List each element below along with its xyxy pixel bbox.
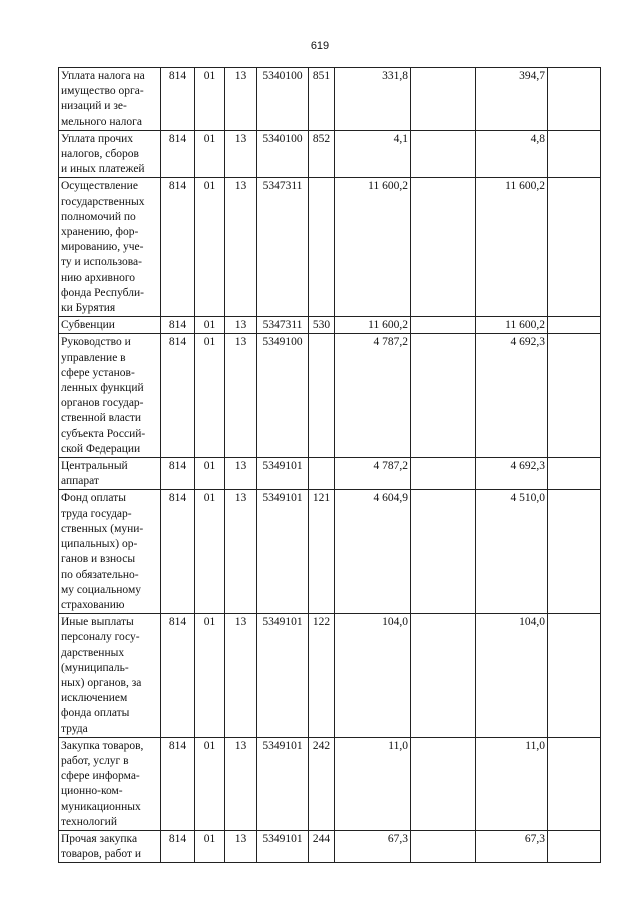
target-article-cell: 5349101 <box>257 458 309 490</box>
expense-type-cell: 121 <box>309 490 335 614</box>
amount-cell: 11 600,2 <box>476 317 548 334</box>
section-code-cell: 01 <box>195 130 225 178</box>
subsection-code-cell: 13 <box>225 458 257 490</box>
amount-cell: 67,3 <box>335 830 411 862</box>
amount-cell <box>548 737 601 830</box>
amount-cell: 4 787,2 <box>335 458 411 490</box>
row-name-line: Прочая закупка <box>61 832 138 845</box>
row-name-line: ту и использова- <box>61 256 142 269</box>
row-name-line: Уплата налога на <box>61 70 145 82</box>
admin-code-cell: 814 <box>161 614 195 738</box>
subsection-code-cell: 13 <box>225 737 257 830</box>
section-code-cell: 01 <box>195 68 225 131</box>
target-article-cell: 5347311 <box>257 178 309 317</box>
amount-cell: 4 787,2 <box>335 334 411 458</box>
row-name-line: Закупка товаров, <box>61 739 144 752</box>
row-name-line: ных) органов, за <box>61 676 142 689</box>
row-name-cell <box>59 178 161 317</box>
expense-type-cell <box>309 334 335 458</box>
admin-code-cell: 814 <box>161 68 195 131</box>
amount-cell: 4,1 <box>335 130 411 178</box>
section-code-cell: 01 <box>195 614 225 738</box>
row-name-line: ганов и взносы <box>61 553 136 566</box>
table-row <box>59 68 601 131</box>
amount-cell <box>548 68 601 131</box>
row-name-line: Фонд оплаты <box>61 492 126 505</box>
row-name-line: му социальному <box>61 583 141 596</box>
subsection-code-cell: 13 <box>225 178 257 317</box>
expense-type-cell: 530 <box>309 317 335 334</box>
amount-cell: 11 600,2 <box>476 178 548 317</box>
row-name-line: имущество орга- <box>61 85 144 98</box>
row-name-line: Центральный <box>61 460 128 473</box>
expense-type-cell: 244 <box>309 830 335 862</box>
amount-cell <box>411 334 476 458</box>
table-row <box>59 130 601 178</box>
row-name-cell <box>59 614 161 738</box>
target-article-cell: 5340100 <box>257 68 309 131</box>
row-name-line: ственной власти <box>61 412 142 425</box>
row-name-line: по обязательно- <box>61 568 139 581</box>
budget-table <box>58 67 601 863</box>
row-name-line: ципальных) ор- <box>61 538 138 551</box>
admin-code-cell: 814 <box>161 490 195 614</box>
row-name-line: Уплата прочих <box>61 132 134 145</box>
amount-cell <box>411 68 476 131</box>
row-name-cell <box>59 130 161 178</box>
amount-cell <box>548 178 601 317</box>
section-code-cell: 01 <box>195 458 225 490</box>
row-name-line: фонда Республи- <box>61 286 144 299</box>
row-name-line: и иных платежей <box>61 163 145 176</box>
subsection-code-cell: 13 <box>225 317 257 334</box>
budget-table-body <box>59 68 601 863</box>
row-name-line: технологий <box>61 815 117 828</box>
amount-cell <box>411 830 476 862</box>
row-name-line: нию архивного <box>61 271 136 284</box>
amount-cell <box>411 490 476 614</box>
target-article-cell: 5347311 <box>257 317 309 334</box>
amount-cell: 11 600,2 <box>335 317 411 334</box>
amount-cell <box>548 317 601 334</box>
row-name-line: налогов, сборов <box>61 148 139 161</box>
amount-cell: 331,8 <box>335 68 411 131</box>
amount-cell <box>548 130 601 178</box>
row-name-line: управление в <box>61 351 126 364</box>
admin-code-cell: 814 <box>161 178 195 317</box>
subsection-code-cell: 13 <box>225 68 257 131</box>
row-name-line: дарственных <box>61 646 125 659</box>
amount-cell: 104,0 <box>476 614 548 738</box>
row-name-line: сфере информа- <box>61 770 140 783</box>
amount-cell: 11,0 <box>476 737 548 830</box>
amount-cell <box>548 614 601 738</box>
admin-code-cell: 814 <box>161 317 195 334</box>
table-row <box>59 458 601 490</box>
admin-code-cell: 814 <box>161 458 195 490</box>
row-name-line: фонда оплаты <box>61 707 130 720</box>
amount-cell: 4 604,9 <box>335 490 411 614</box>
table-row <box>59 737 601 830</box>
subsection-code-cell: 13 <box>225 130 257 178</box>
row-name-line: сфере установ- <box>61 366 135 379</box>
amount-cell: 4 692,3 <box>476 334 548 458</box>
row-name-line: субъекта Россий- <box>61 427 146 440</box>
target-article-cell: 5349101 <box>257 490 309 614</box>
amount-cell <box>411 458 476 490</box>
expense-type-cell <box>309 458 335 490</box>
table-row <box>59 178 601 317</box>
amount-cell <box>411 737 476 830</box>
row-name-line: товаров, работ и <box>61 848 142 861</box>
row-name-line: персоналу госу- <box>61 631 140 644</box>
amount-cell <box>548 334 601 458</box>
row-name-cell <box>59 830 161 862</box>
row-name-line: страхованию <box>61 598 125 611</box>
row-name-line: ственных (муни- <box>61 522 144 535</box>
section-code-cell: 01 <box>195 178 225 317</box>
row-name-line: Осуществление <box>61 180 138 193</box>
section-code-cell: 01 <box>195 737 225 830</box>
amount-cell: 104,0 <box>335 614 411 738</box>
expense-type-cell: 242 <box>309 737 335 830</box>
row-name-line: ской Федерации <box>61 442 141 455</box>
row-name-line: хранению, фор- <box>61 226 139 239</box>
expense-type-cell: 851 <box>309 68 335 131</box>
amount-cell: 11 600,2 <box>335 178 411 317</box>
row-name-line: Руководство и <box>61 336 131 349</box>
row-name-cell <box>59 334 161 458</box>
row-name-line: работ, услуг в <box>61 754 129 767</box>
admin-code-cell: 814 <box>161 130 195 178</box>
amount-cell <box>411 614 476 738</box>
expense-type-cell <box>309 178 335 317</box>
amount-cell: 4 510,0 <box>476 490 548 614</box>
expense-type-cell: 122 <box>309 614 335 738</box>
row-name-line: мельного налога <box>61 115 142 128</box>
section-code-cell: 01 <box>195 334 225 458</box>
table-row <box>59 317 601 334</box>
row-name-line: труда государ- <box>61 507 132 520</box>
row-name-line: мированию, уче- <box>61 241 144 254</box>
row-name-cell <box>59 68 161 131</box>
row-name-cell <box>59 490 161 614</box>
amount-cell: 394,7 <box>476 68 548 131</box>
row-name-line: государственных <box>61 195 145 208</box>
amount-cell <box>411 130 476 178</box>
amount-cell <box>548 490 601 614</box>
amount-cell: 4,8 <box>476 130 548 178</box>
target-article-cell: 5349101 <box>257 737 309 830</box>
row-name-line: аппарат <box>61 475 99 488</box>
target-article-cell: 5349101 <box>257 614 309 738</box>
table-row <box>59 334 601 458</box>
subsection-code-cell: 13 <box>225 490 257 614</box>
table-row <box>59 830 601 862</box>
row-name-cell <box>59 737 161 830</box>
table-row <box>59 614 601 738</box>
amount-cell: 4 692,3 <box>476 458 548 490</box>
subsection-code-cell: 13 <box>225 830 257 862</box>
row-name-cell <box>59 317 161 334</box>
admin-code-cell: 814 <box>161 334 195 458</box>
row-name-line: ленных функций <box>61 382 144 395</box>
row-name-line: полномочий по <box>61 210 136 223</box>
row-name-line: ки Бурятия <box>61 302 116 315</box>
row-name-line: труда <box>61 722 88 735</box>
table-row <box>59 490 601 614</box>
page-number: 619 <box>310 40 330 52</box>
amount-cell <box>548 458 601 490</box>
target-article-cell: 5349101 <box>257 830 309 862</box>
amount-cell: 11,0 <box>335 737 411 830</box>
row-name-line: органов государ- <box>61 397 144 410</box>
target-article-cell: 5349100 <box>257 334 309 458</box>
row-name-line: Иные выплаты <box>61 616 134 629</box>
row-name-line: муникационных <box>61 800 141 813</box>
subsection-code-cell: 13 <box>225 614 257 738</box>
amount-cell <box>411 178 476 317</box>
expense-type-cell: 852 <box>309 130 335 178</box>
admin-code-cell: 814 <box>161 830 195 862</box>
section-code-cell: 01 <box>195 490 225 614</box>
section-code-cell: 01 <box>195 830 225 862</box>
admin-code-cell: 814 <box>161 737 195 830</box>
row-name-line: (муниципаль- <box>61 661 129 674</box>
section-code-cell: 01 <box>195 317 225 334</box>
row-name-cell <box>59 458 161 490</box>
amount-cell <box>548 830 601 862</box>
row-name-line: ционно-ком- <box>61 785 123 798</box>
amount-cell: 67,3 <box>476 830 548 862</box>
subsection-code-cell: 13 <box>225 334 257 458</box>
target-article-cell: 5340100 <box>257 130 309 178</box>
row-name-line: исключением <box>61 692 128 705</box>
row-name-line: низаций и зе- <box>61 100 127 113</box>
row-name-line: Субвенции <box>61 319 115 332</box>
amount-cell <box>411 317 476 334</box>
